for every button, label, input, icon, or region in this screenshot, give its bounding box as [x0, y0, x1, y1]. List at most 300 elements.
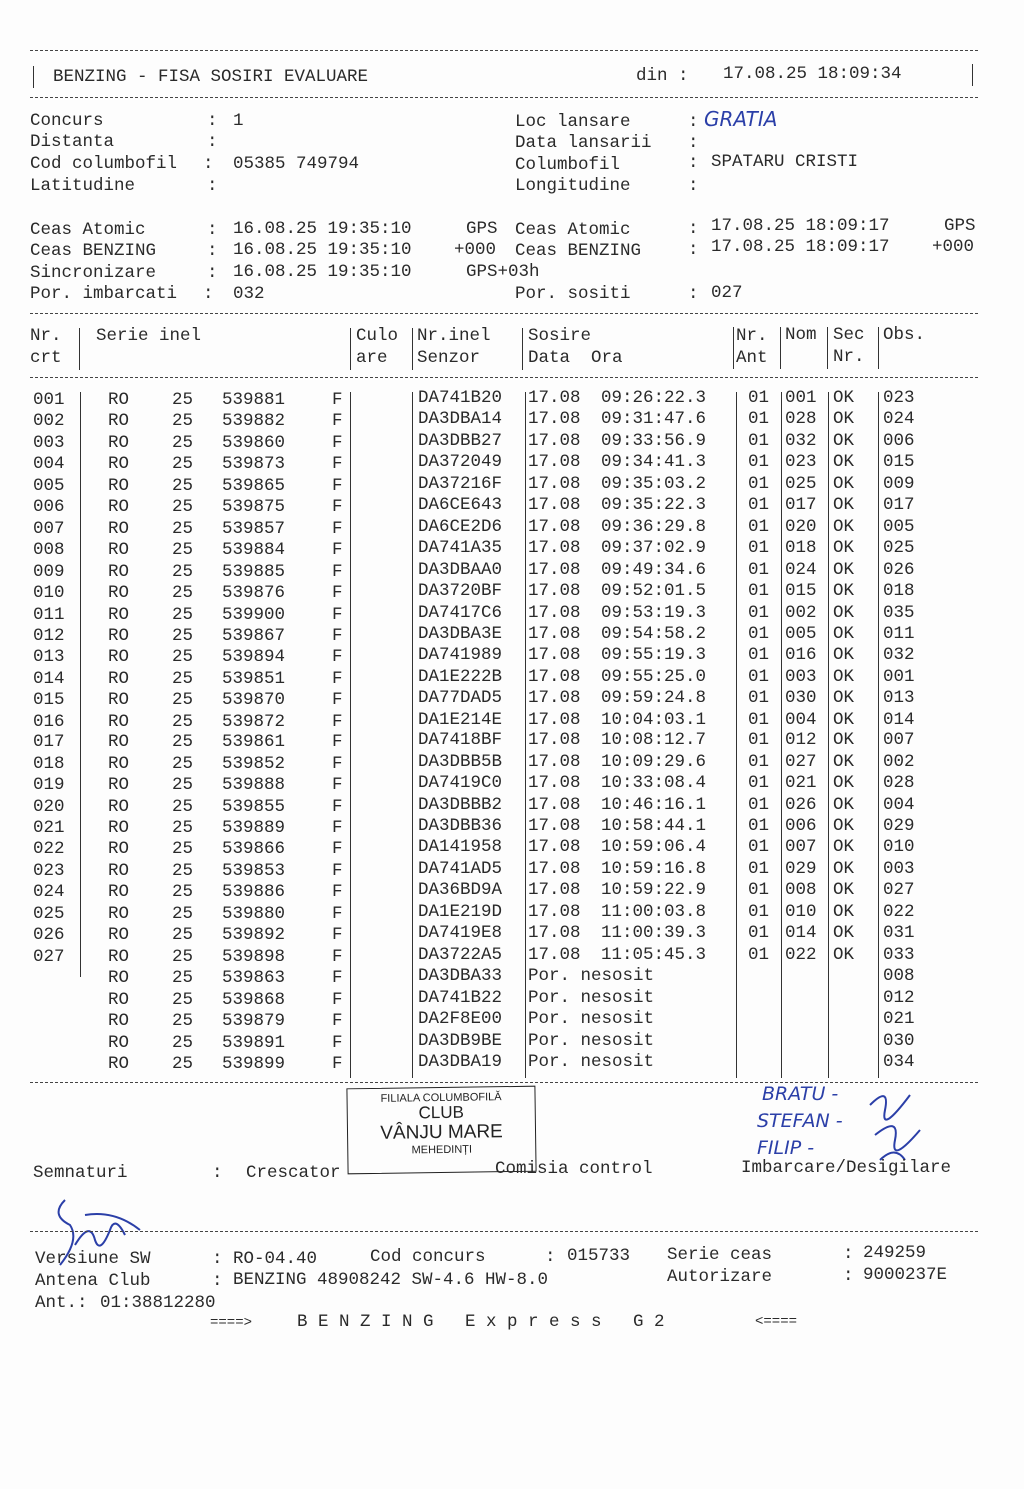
obs: 006	[883, 430, 915, 451]
arrival-date: 17.08	[528, 773, 581, 794]
arrival-date: 17.08	[528, 666, 581, 687]
sex: F	[332, 1032, 343, 1053]
serie-ceas-value: 249259	[863, 1243, 927, 1263]
sec-nr: OK	[833, 837, 855, 858]
colon: :	[843, 1266, 854, 1286]
col-obs: Obs.	[883, 325, 926, 345]
nr-ant: 01	[748, 688, 770, 709]
sensor-id: DA741A35	[418, 538, 503, 559]
stamp-text: FILIALA COLUMBOFILĂ	[380, 1091, 502, 1105]
nom: 029	[785, 858, 817, 879]
sec-nr: OK	[833, 773, 855, 794]
ring-year: 25	[172, 968, 194, 989]
sec-nr: OK	[833, 944, 855, 965]
ring-country: RO	[108, 475, 130, 496]
arrival-time: 09:26:22.3	[601, 388, 707, 408]
ring-number: 539855	[222, 796, 286, 817]
nr-ant: 01	[748, 645, 770, 666]
col-nr-inel: Nr.inel	[417, 326, 491, 346]
nr-ant: 01	[748, 473, 770, 494]
imbarcare-label: Imbarcare/Desigilare	[741, 1158, 952, 1178]
col-culoare: are	[356, 348, 388, 368]
nr-ant: 01	[748, 495, 770, 516]
sex: F	[332, 540, 343, 561]
concurs-value: 1	[233, 111, 244, 131]
ring-country: RO	[108, 968, 130, 989]
loc-lansare-label: Loc lansare	[515, 112, 631, 132]
divider	[828, 392, 829, 1078]
brand-footer: B E N Z I N G E x p r e s s G 2	[297, 1312, 665, 1332]
sex: F	[332, 818, 343, 838]
nr-ant: 01	[748, 944, 770, 965]
arrival-time: 09:36:29.8	[601, 516, 707, 537]
sex: F	[332, 390, 343, 410]
sensor-id: DA6CE2D6	[418, 516, 503, 537]
ring-year: 25	[172, 818, 194, 838]
sensor-id: DA6CE643	[418, 495, 503, 516]
sensor-id: DA3DBA3E	[418, 623, 503, 644]
ring-year: 25	[172, 989, 194, 1010]
row-nr: 006	[33, 497, 65, 518]
ring-number: 539857	[222, 518, 286, 539]
row-nr: 001	[33, 390, 65, 410]
sec-nr: OK	[833, 688, 855, 709]
nr-ant: 01	[748, 751, 770, 772]
antena-label: Antena Club	[35, 1271, 151, 1291]
sex: F	[332, 583, 343, 604]
nom: 023	[785, 452, 817, 473]
divider	[30, 313, 978, 314]
col-senzor: Senzor	[417, 348, 481, 368]
colon: :	[688, 112, 699, 132]
obs: 035	[883, 602, 915, 623]
ceas-benzing-end: 17.08.25 18:09:17	[711, 237, 890, 257]
divider	[412, 328, 413, 370]
row-nr: 003	[33, 432, 65, 453]
autorizare-label: Autorizare	[667, 1267, 773, 1287]
arrival-date: 17.08	[528, 880, 581, 901]
row-nr: 004	[33, 454, 65, 475]
sensor-id: DA3DBB5B	[418, 751, 503, 772]
row-nr: 017	[33, 732, 65, 753]
nom: 027	[785, 751, 817, 772]
divider	[350, 392, 351, 1078]
row-nr: 009	[33, 561, 65, 582]
obs: 021	[883, 1009, 915, 1030]
divider	[827, 327, 828, 369]
obs: 007	[883, 730, 915, 751]
ring-year: 25	[172, 860, 194, 881]
col-nr: Nr.	[30, 326, 62, 346]
row-nr: 012	[33, 625, 65, 646]
sensor-id: DA372049	[418, 452, 503, 473]
arrival-time: 11:00:39.3	[601, 923, 707, 944]
brand-arrow-right: <====	[755, 1314, 798, 1330]
nr-ant: 01	[748, 901, 770, 922]
sec-nr: OK	[833, 901, 855, 922]
arrival-date: 17.08	[528, 901, 581, 922]
obs: 002	[883, 751, 915, 772]
divider	[781, 392, 782, 1078]
row-nr: 025	[33, 903, 65, 924]
colon: :	[545, 1247, 556, 1267]
arrival-time: 10:46:16.1	[601, 794, 707, 815]
ring-number: 539863	[222, 968, 286, 989]
sec-nr: OK	[833, 816, 855, 836]
divider	[79, 328, 80, 370]
sensor-id: DA1E219D	[418, 901, 503, 922]
sensor-id: DA3DBB36	[418, 816, 503, 836]
arrival-time: 09:35:03.2	[601, 473, 707, 494]
stamp-text: CLUB	[418, 1102, 465, 1123]
ring-number: 539870	[222, 690, 286, 711]
sex: F	[332, 732, 343, 753]
loc-lansare-value: GRATIA	[704, 107, 778, 131]
sec-nr: OK	[833, 645, 855, 666]
sensor-id: DA1E214E	[418, 709, 503, 730]
arrival-time: 10:33:08.4	[601, 773, 707, 794]
ring-number: 539894	[222, 647, 286, 668]
cod-concurs-value: 015733	[567, 1246, 631, 1266]
stamp-text: MEHEDINȚI	[411, 1143, 473, 1157]
ring-number: 539860	[222, 432, 286, 453]
obs: 034	[883, 1051, 915, 1072]
sex: F	[332, 432, 343, 453]
obs: 010	[883, 837, 915, 858]
obs: 014	[883, 709, 915, 730]
col-serie-inel: Serie inel	[96, 326, 202, 346]
nr-ant: 01	[748, 452, 770, 473]
ring-country: RO	[108, 540, 130, 561]
handwritten-signature: FILIP -	[757, 1137, 815, 1159]
ring-year: 25	[172, 753, 194, 774]
obs: 022	[883, 901, 915, 922]
ring-year: 25	[172, 475, 194, 496]
sincronizare-suffix: GPS+03h	[466, 262, 540, 282]
sex: F	[332, 454, 343, 475]
obs: 009	[883, 473, 915, 494]
ring-number: 539885	[222, 561, 286, 582]
nom: 032	[785, 430, 817, 451]
nom: 002	[785, 602, 817, 623]
comisia-label: Comisia control	[495, 1159, 653, 1179]
print-datetime: 17.08.25 18:09:34	[723, 64, 902, 84]
arrival-time: 10:59:16.8	[601, 858, 707, 879]
nom: 022	[785, 944, 817, 965]
stamp-text: VÂNJU MARE	[380, 1120, 503, 1144]
sensor-id: DA7418BF	[418, 730, 503, 751]
page-title: BENZING - FISA SOSIRI EVALUARE	[53, 67, 369, 87]
nom: 005	[785, 623, 817, 644]
colon: :	[203, 284, 214, 304]
ceas-atomic-label: Ceas Atomic	[515, 220, 631, 240]
row-nr: 023	[33, 860, 65, 881]
arrival-date: 17.08	[528, 538, 581, 559]
arrival-date: Por. nesosit	[528, 1030, 655, 1051]
ring-number: 539888	[222, 775, 286, 796]
ring-country: RO	[108, 775, 130, 796]
ring-year: 25	[172, 1053, 194, 1074]
nr-ant: 01	[748, 794, 770, 815]
sec-nr: OK	[833, 666, 855, 687]
arrival-date: Por. nesosit	[528, 987, 655, 1008]
sex: F	[332, 668, 343, 689]
arrival-date: 17.08	[528, 730, 581, 751]
nr-ant: 01	[748, 858, 770, 879]
sec-nr: OK	[833, 516, 855, 537]
din-label: din :	[636, 66, 689, 86]
divider	[30, 97, 978, 98]
ring-number: 539853	[222, 860, 286, 881]
sex: F	[332, 1011, 343, 1032]
obs: 026	[883, 559, 915, 580]
sensor-id: DA3DB9BE	[418, 1030, 503, 1051]
sensor-id: DA741B20	[418, 388, 503, 408]
ring-year: 25	[172, 690, 194, 711]
row-nr: 019	[33, 775, 65, 796]
ring-country: RO	[108, 1032, 130, 1053]
row-nr: 008	[33, 540, 65, 561]
divider	[733, 327, 734, 369]
row-nr: 020	[33, 796, 65, 817]
columbofil-label: Columbofil	[515, 155, 621, 175]
sex: F	[332, 775, 343, 796]
ring-year: 25	[172, 925, 194, 946]
sex: F	[332, 925, 343, 946]
nr-ant: 01	[748, 409, 770, 430]
distanta-label: Distanta	[30, 132, 115, 152]
sensor-id: DA3DBA14	[418, 409, 503, 430]
arrival-date: 17.08	[528, 923, 581, 944]
nr-ant: 01	[748, 880, 770, 901]
nom: 014	[785, 923, 817, 944]
semnaturi-label: Semnaturi	[33, 1163, 128, 1183]
ring-country: RO	[108, 454, 130, 475]
nom: 016	[785, 645, 817, 666]
arrival-date: 17.08	[528, 794, 581, 815]
concurs-label: Concurs	[30, 111, 104, 131]
ring-year: 25	[172, 1011, 194, 1032]
sex: F	[332, 989, 343, 1010]
ring-country: RO	[108, 583, 130, 604]
ring-country: RO	[108, 946, 130, 967]
nom: 008	[785, 880, 817, 901]
arrival-time: 09:54:58.2	[601, 623, 707, 644]
divider	[30, 377, 978, 378]
crescator-label: Crescator	[246, 1163, 341, 1183]
sex: F	[332, 561, 343, 582]
ring-number: 539898	[222, 946, 286, 967]
colon: :	[688, 219, 699, 239]
nom: 015	[785, 581, 817, 602]
sex: F	[332, 690, 343, 711]
colon: :	[688, 176, 699, 196]
nom: 004	[785, 709, 817, 730]
ring-number: 539851	[222, 668, 286, 689]
ceas-benzing-label: Ceas BENZING	[515, 241, 642, 261]
ceas-atomic-start-suffix: GPS	[466, 219, 498, 239]
ring-year: 25	[172, 454, 194, 475]
ring-year: 25	[172, 882, 194, 903]
sec-nr: OK	[833, 559, 855, 580]
sensor-id: DA3DBA19	[418, 1051, 503, 1072]
colon: :	[207, 111, 218, 131]
arrival-time: 10:58:44.1	[601, 816, 707, 836]
nom: 030	[785, 688, 817, 709]
ceas-benzing-start-suffix: +000	[454, 240, 497, 260]
divider	[33, 66, 34, 88]
sensor-id: DA36BD9A	[418, 880, 503, 901]
obs: 028	[883, 773, 915, 794]
row-nr: 011	[33, 604, 65, 625]
sex: F	[332, 860, 343, 881]
ring-year: 25	[172, 411, 194, 432]
nr-ant: 01	[748, 773, 770, 794]
nom: 010	[785, 901, 817, 922]
ring-number: 539886	[222, 882, 286, 903]
col-sosire: Sosire	[528, 326, 592, 346]
colon: :	[207, 220, 218, 240]
ring-year: 25	[172, 668, 194, 689]
ring-year: 25	[172, 432, 194, 453]
sincronizare-label: Sincronizare	[30, 263, 157, 283]
col-nom: Nom	[785, 325, 817, 345]
ring-country: RO	[108, 411, 130, 432]
arrival-time: 09:59:24.8	[601, 688, 707, 709]
colon: :	[207, 176, 218, 196]
row-nr: 013	[33, 647, 65, 668]
arrival-time: 10:09:29.6	[601, 751, 707, 772]
ring-number: 539899	[222, 1053, 286, 1074]
ring-country: RO	[108, 903, 130, 924]
ring-year: 25	[172, 839, 194, 860]
arrival-time: 09:31:47.6	[601, 409, 707, 430]
arrival-time: 09:55:25.0	[601, 666, 707, 687]
obs: 023	[883, 388, 915, 408]
sensor-id: DA2F8E00	[418, 1009, 503, 1030]
sec-nr: OK	[833, 751, 855, 772]
ring-country: RO	[108, 1053, 130, 1074]
ring-year: 25	[172, 732, 194, 753]
ring-year: 25	[172, 561, 194, 582]
row-nr: 024	[33, 882, 65, 903]
sensor-id: DA3DBBB2	[418, 794, 503, 815]
arrival-date: 17.08	[528, 495, 581, 516]
ceas-benzing-label: Ceas BENZING	[30, 241, 157, 261]
row-nr: 015	[33, 690, 65, 711]
arrival-date: 17.08	[528, 709, 581, 730]
arrival-date: Por. nesosit	[528, 1009, 655, 1030]
ring-number: 539889	[222, 818, 286, 838]
ring-number: 539873	[222, 454, 286, 475]
ring-country: RO	[108, 390, 130, 410]
nom: 025	[785, 473, 817, 494]
ceas-atomic-end: 17.08.25 18:09:17	[711, 216, 890, 236]
sensor-id: DA741989	[418, 645, 503, 666]
sincronizare-value: 16.08.25 19:35:10	[233, 262, 412, 282]
ring-year: 25	[172, 711, 194, 732]
row-nr: 027	[33, 946, 65, 967]
sex: F	[332, 1053, 343, 1074]
ring-country: RO	[108, 668, 130, 689]
ring-country: RO	[108, 561, 130, 582]
sensor-id: DA77DAD5	[418, 688, 503, 709]
sex: F	[332, 411, 343, 432]
imbarcati-label: Por. imbarcati	[30, 284, 178, 304]
arrival-time: 10:08:12.7	[601, 730, 707, 751]
arrival-time: 09:55:19.3	[601, 645, 707, 666]
obs: 012	[883, 987, 915, 1008]
arrival-time: 10:59:06.4	[601, 837, 707, 858]
obs: 001	[883, 666, 915, 687]
handwritten-signature: BRATU -	[762, 1083, 839, 1105]
sex: F	[332, 518, 343, 539]
nom: 018	[785, 538, 817, 559]
col-sec: Sec	[833, 325, 865, 345]
sec-nr: OK	[833, 623, 855, 644]
arrival-date: 17.08	[528, 559, 581, 580]
arrival-date: Por. nesosit	[528, 966, 655, 987]
cod-columbofil-label: Cod columbofil	[30, 154, 178, 174]
obs: 031	[883, 923, 915, 944]
ring-year: 25	[172, 497, 194, 518]
sex: F	[332, 968, 343, 989]
ring-number: 539852	[222, 753, 286, 774]
nom: 024	[785, 559, 817, 580]
col-sec: Nr.	[833, 347, 865, 367]
sex: F	[332, 903, 343, 924]
sensor-id: DA741B22	[418, 987, 503, 1008]
arrival-time: 09:52:01.5	[601, 581, 707, 602]
divider	[780, 327, 781, 369]
columbofil-value: SPATARU CRISTI	[711, 152, 859, 172]
arrival-date: Por. nesosit	[528, 1051, 655, 1072]
ring-number: 539879	[222, 1011, 286, 1032]
divider	[30, 50, 978, 51]
ring-country: RO	[108, 604, 130, 625]
obs: 025	[883, 538, 915, 559]
sec-nr: OK	[833, 473, 855, 494]
arrival-date: 17.08	[528, 409, 581, 430]
nr-ant: 01	[748, 816, 770, 836]
sec-nr: OK	[833, 452, 855, 473]
colon: :	[207, 132, 218, 152]
brand-arrow-left: ====>	[210, 1315, 253, 1331]
nom: 020	[785, 516, 817, 537]
ring-country: RO	[108, 796, 130, 817]
ceas-atomic-end-suffix: GPS	[944, 216, 976, 236]
ring-country: RO	[108, 860, 130, 881]
ring-year: 25	[172, 518, 194, 539]
ring-country: RO	[108, 647, 130, 668]
obs: 013	[883, 688, 915, 709]
arrival-date: 17.08	[528, 688, 581, 709]
cod-columbofil-value: 05385 749794	[233, 154, 360, 174]
colon: :	[203, 154, 214, 174]
row-nr: 010	[33, 583, 65, 604]
divider	[30, 1231, 978, 1232]
longitudine-label: Longitudine	[515, 176, 631, 196]
obs: 015	[883, 452, 915, 473]
row-nr: 018	[33, 753, 65, 774]
divider	[350, 328, 351, 370]
colon: :	[212, 1163, 223, 1183]
arrival-time: 10:04:03.1	[601, 709, 707, 730]
arrival-date: 17.08	[528, 388, 581, 408]
sensor-id: DA3DBA33	[418, 966, 503, 987]
ring-number: 539865	[222, 475, 286, 496]
ring-year: 25	[172, 1032, 194, 1053]
